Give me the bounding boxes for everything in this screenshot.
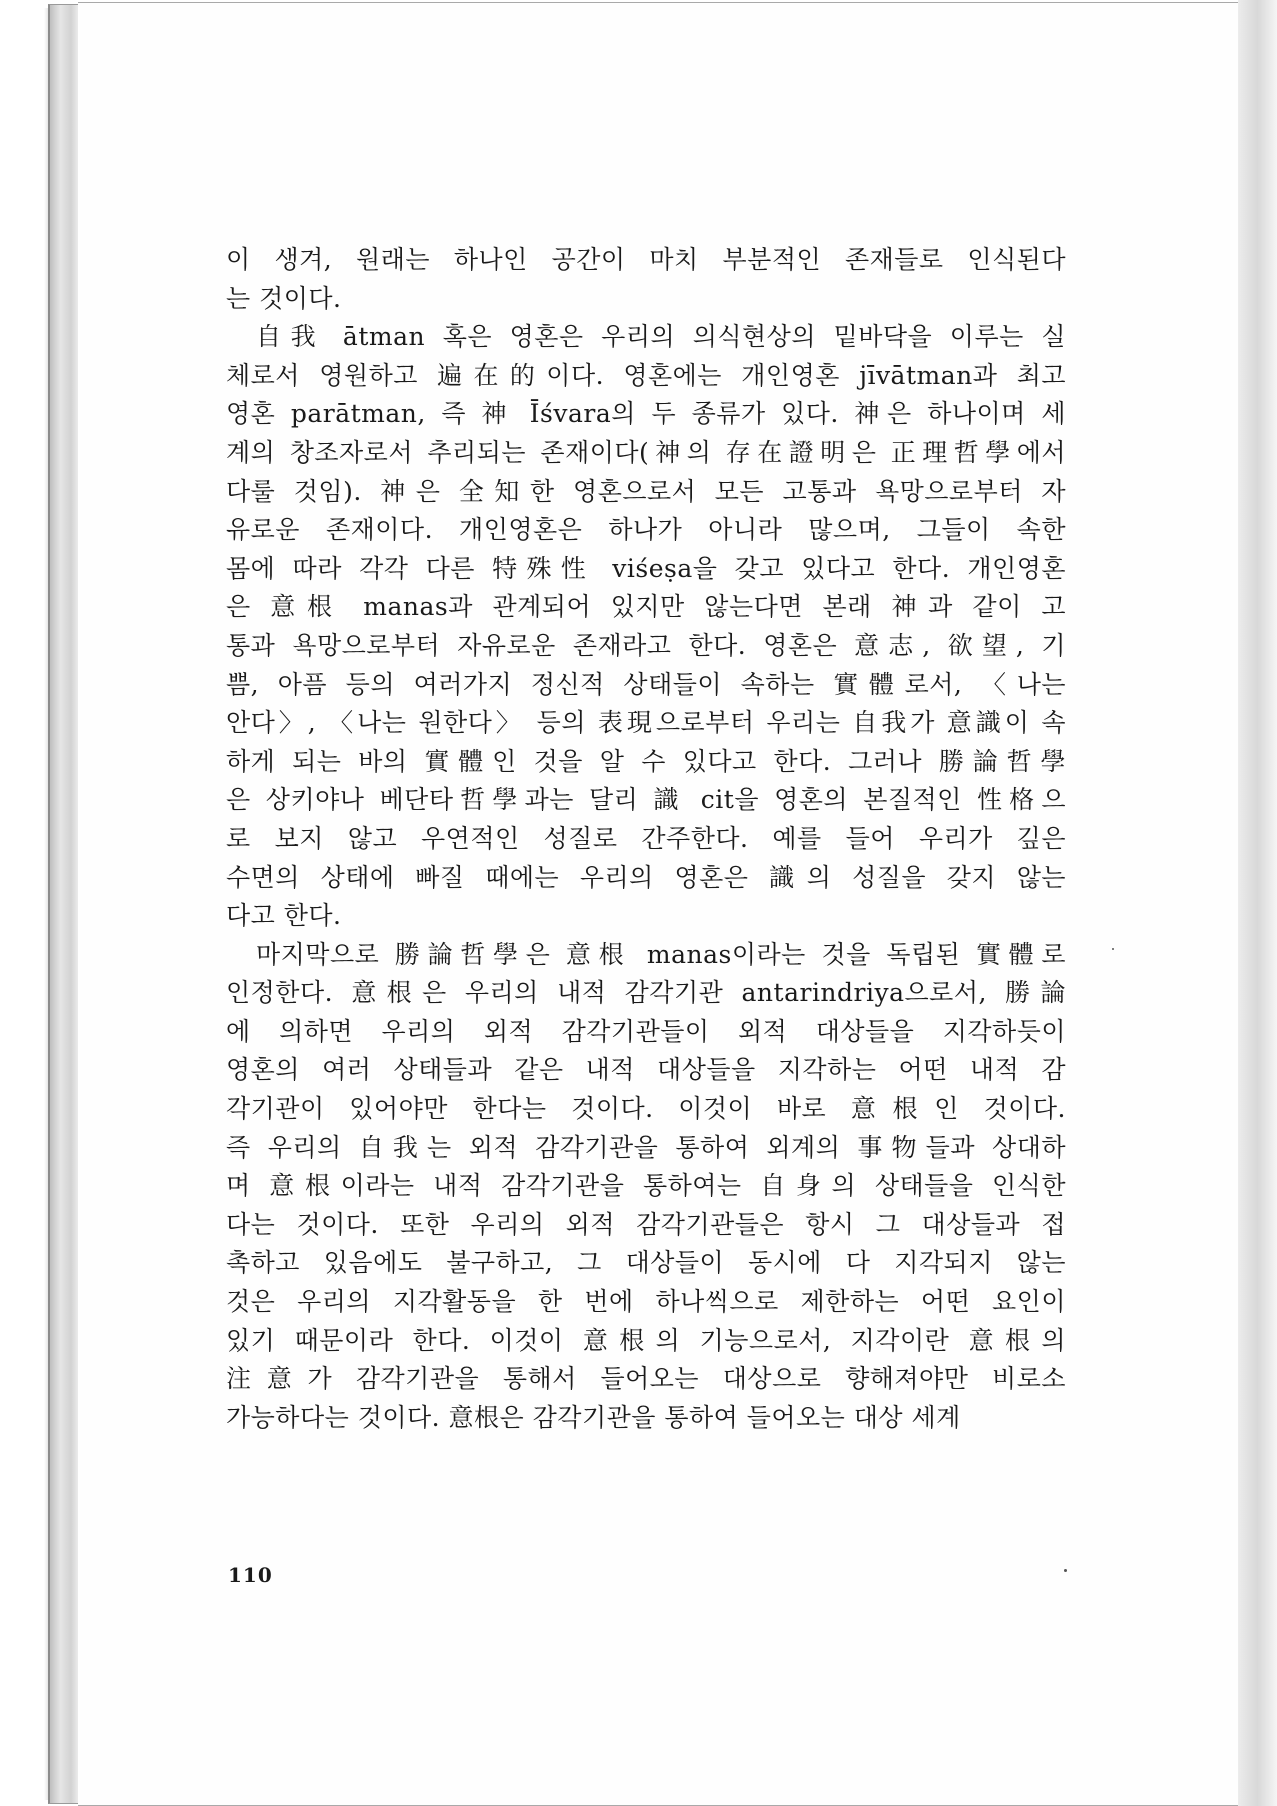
- text-line: 통과 욕망으로부터 자유로운 존재라고 한다. 영혼은 意志, 欲望, 기: [226, 630, 1066, 660]
- text-line: 영혼의 여러 상태들과 같은 내적 대상들을 지각하는 어떤 내적 감: [226, 1055, 1066, 1085]
- text-line: 가능하다는 것이다. 意根은 감각기관을 통하여 들어오는 대상 세계: [226, 1402, 961, 1432]
- text-line: 은 意根 manas과 관계되어 있지만 않는다면 본래 神과 같이 고: [226, 592, 1066, 622]
- text-line: 안다〉, 〈나는 원한다〉 등의 表現으로부터 우리는 自我가 意識이 속: [226, 708, 1066, 738]
- text-line: 즉 우리의 自我는 외적 감각기관을 통하여 외계의 事物들과 상대하: [226, 1132, 1066, 1162]
- text-line: 는 것이다.: [226, 283, 342, 313]
- text-line: 다고 한다.: [226, 901, 342, 931]
- scan-speck: [1064, 1569, 1067, 1572]
- text-line: 각기관이 있어야만 한다는 것이다. 이것이 바로 意根인 것이다.: [226, 1094, 1066, 1124]
- text-line: 몸에 따라 각각 다른 特殊性 viśeṣa을 갖고 있다고 한다. 개인영혼: [226, 553, 1066, 583]
- page-right-shadow: [1238, 0, 1277, 1806]
- text-line: 체로서 영원하고 遍在的이다. 영혼에는 개인영혼 jīvātman과 최고: [226, 360, 1066, 390]
- text-line: 계의 창조자로서 추리되는 존재이다(神의 存在證明은 正理哲學에서: [226, 437, 1066, 467]
- text-line: 로 보지 않고 우연적인 성질로 간주한다. 예를 들어 우리가 깊은: [226, 823, 1066, 853]
- paragraph: [226, 936, 1066, 1438]
- book-page-stack-edge: [48, 4, 80, 1804]
- text-line: 있기 때문이라 한다. 이것이 意根의 기능으로서, 지각이란 意根의: [226, 1325, 1066, 1355]
- page-body-text: [226, 241, 1066, 1437]
- text-line: 마지막으로 勝論哲學은 意根 manas이라는 것을 독립된 實體로: [256, 939, 1066, 969]
- text-line: 다는 것이다. 또한 우리의 외적 감각기관들은 항시 그 대상들과 접: [226, 1209, 1066, 1239]
- text-line: 인정한다. 意根은 우리의 내적 감각기관 antarindriya으로서, 勝論: [226, 978, 1066, 1008]
- paragraph: [226, 241, 1066, 318]
- text-line: 自我 ātman 혹은 영혼은 우리의 의식현상의 밑바닥을 이루는 실: [256, 322, 1066, 352]
- text-line: 쁨, 아픔 등의 여러가지 정신적 상태들이 속하는 實體로서, 〈나는: [226, 669, 1066, 699]
- text-line: 며 意根이라는 내적 감각기관을 통하여는 自身의 상태들을 인식한: [226, 1171, 1066, 1201]
- text-line: 이 생겨, 원래는 하나인 공간이 마치 부분적인 존재들로 인식된다: [226, 245, 1066, 274]
- text-line: 유로운 존재이다. 개인영혼은 하나가 아니라 많으며, 그들이 속한: [226, 515, 1066, 545]
- page-number: 110: [228, 1563, 273, 1587]
- text-line: 은 상키야나 베단타哲學과는 달리 識 cit을 영혼의 본질적인 性格으: [226, 785, 1066, 815]
- text-line: 다룰 것임). 神은 全知한 영혼으로서 모든 고통과 욕망으로부터 자: [226, 476, 1066, 506]
- text-line: 에 의하면 우리의 외적 감각기관들이 외적 대상들을 지각하듯이: [226, 1016, 1066, 1046]
- text-line: 촉하고 있음에도 불구하고, 그 대상들이 동시에 다 지각되지 않는: [226, 1248, 1066, 1278]
- scan-speck: [1112, 948, 1114, 950]
- text-line: 하게 되는 바의 實體인 것을 알 수 있다고 한다. 그러나 勝論哲學: [226, 746, 1066, 776]
- text-line: 수면의 상태에 빠질 때에는 우리의 영혼은 識의 성질을 갖지 않는: [226, 862, 1066, 892]
- text-line: 영혼 parātman, 즉 神 Īśvara의 두 종류가 있다. 神은 하나이며 세: [226, 399, 1066, 429]
- text-line: 注意가 감각기관을 통해서 들어오는 대상으로 향해져야만 비로소: [226, 1364, 1066, 1394]
- paragraph: [226, 318, 1066, 936]
- text-line: 것은 우리의 지각활동을 한 번에 하나씩으로 제한하는 어떤 요인이: [226, 1287, 1066, 1317]
